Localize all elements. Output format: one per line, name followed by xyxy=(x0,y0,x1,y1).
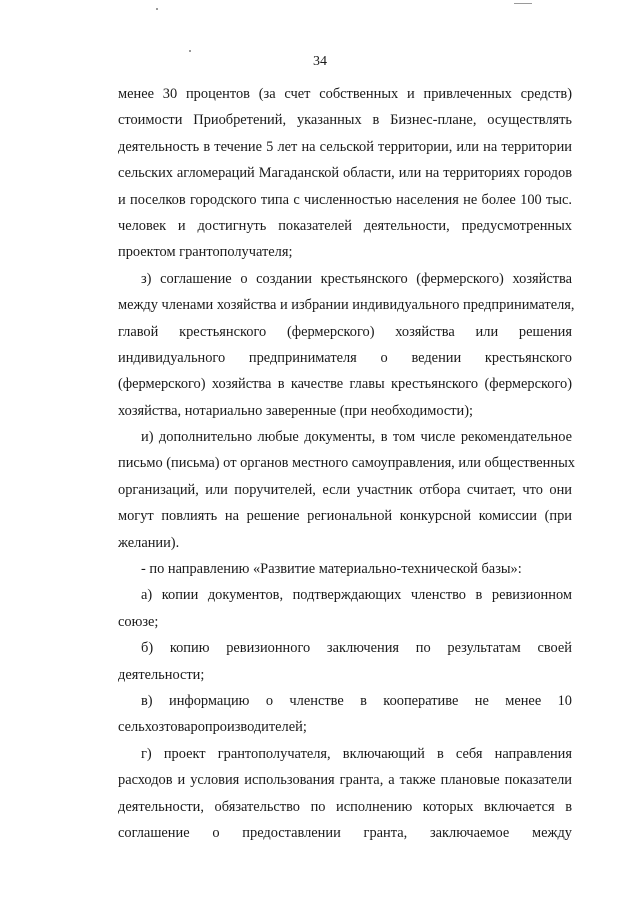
page-number: 34 xyxy=(313,54,327,69)
text-line: деятельности; xyxy=(118,666,205,683)
text-line: проектом грантополучателя; xyxy=(118,244,293,261)
text-line: могут повлиять на решение региональной конкурсной комиссии (при xyxy=(118,508,572,525)
text-line: г) проект грантополучателя, включающий в себя направления xyxy=(141,745,572,762)
text-line: деятельности, обязательство по исполнению которых включается в xyxy=(118,798,572,815)
text-line: б) копию ревизионного заключения по результатам своей xyxy=(141,640,572,657)
text-line: менее 30 процентов (за счет собственных и привлеченных средств) xyxy=(118,86,572,102)
scan-speck-top-left xyxy=(156,8,158,10)
text-line: главой крестьянского (фермерского) хозяйства или решения xyxy=(118,323,572,340)
text-line: сельхозтоваропроизводителей; xyxy=(118,719,307,736)
scan-speck-top-right xyxy=(514,3,532,4)
text-line: индивидуального предпринимателя о ведении крестьянского xyxy=(118,349,572,366)
text-line: организаций, или поручителей, если участник отбора считает, что они xyxy=(118,481,572,498)
document-body xyxy=(118,81,575,846)
scan-speck-mid-left xyxy=(189,50,191,52)
text-line: письмо (письма) от органов местного самоуправления, или общественных xyxy=(118,455,575,472)
text-line: и поселков городского типа с численностью населения не более 100 тыс. xyxy=(118,191,572,208)
text-line: - по направлению «Развитие материально-технической базы»: xyxy=(141,561,522,578)
text-line: сельских агломераций Магаданской области, или на территориях городов xyxy=(118,165,572,182)
text-line: а) копии документов, подтверждающих членство в ревизионном xyxy=(141,587,572,604)
text-line: союзе; xyxy=(118,613,159,630)
text-line: между членами хозяйства и избрании индивидуального предпринимателя, xyxy=(118,297,575,314)
text-line: деятельность в течение 5 лет на сельской территории, или на территории xyxy=(118,138,572,155)
text-line: хозяйства, нотариально заверенные (при необходимости); xyxy=(118,402,474,419)
text-line: стоимости Приобретений, указанных в Бизнес-плане, осуществлять xyxy=(118,112,572,129)
text-line: человек и достигнуть показателей деятельности, предусмотренных xyxy=(118,217,572,234)
text-line: в) информацию о членстве в кооперативе не менее 10 xyxy=(141,692,572,709)
text-line: и) дополнительно любые документы, в том числе рекомендательное xyxy=(141,429,572,446)
text-line: з) соглашение о создании крестьянского (фермерского) хозяйства xyxy=(141,270,572,287)
text-line: соглашение о предоставлении гранта, заключаемое между xyxy=(118,824,572,841)
text-line: желании). xyxy=(118,534,180,551)
text-line: расходов и условия использования гранта, а также плановые показатели xyxy=(118,772,572,789)
text-line: (фермерского) хозяйства в качестве главы крестьянского (фермерского) xyxy=(118,376,572,393)
